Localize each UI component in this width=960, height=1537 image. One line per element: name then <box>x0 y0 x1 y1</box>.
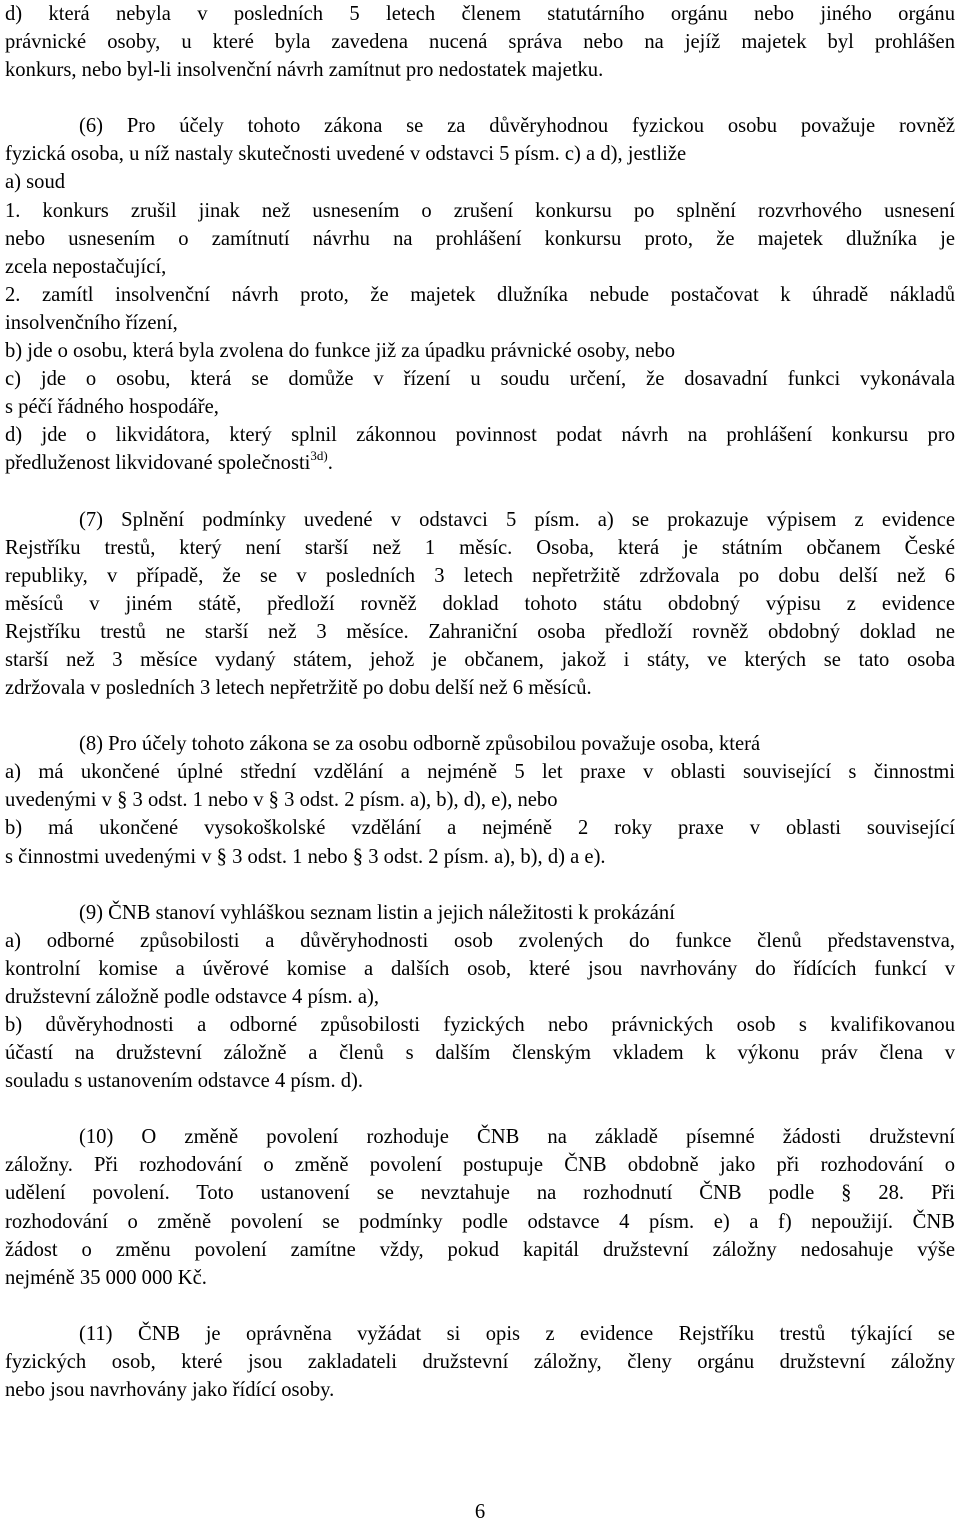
text-line: záložny. Při rozhodování o změně povolení postupuje ČNB obdobně jako při rozhodování o <box>5 1154 955 1177</box>
text-line: b) má ukončené vysokoškolské vzdělání a nejméně 2 roky praxe v oblasti související <box>5 817 955 840</box>
text-line: insolvenčního řízení, <box>5 311 178 334</box>
text-line: konkurs, nebo byl-li insolvenční návrh zamítnut pro nedostatek majetku. <box>5 59 604 82</box>
text-line: fyzických osob, které jsou zakladateli družstevní záložny, členy orgánu družstevní záložny <box>5 1350 955 1373</box>
text-line: (7) Splnění podmínky uvedené v odstavci 5 písm. a) se prokazuje výpisem z evidence <box>79 508 955 531</box>
text-line: s činnostmi uvedenými v § 3 odst. 1 nebo § 3 odst. 2 písm. a), b), d) a e). <box>5 845 606 868</box>
text-line: nejméně 35 000 000 Kč. <box>5 1266 207 1289</box>
text-line: žádost o změnu povolení zamítne vždy, pokud kapitál družstevní záložny nedosahuje výše <box>5 1238 955 1261</box>
page-number: 6 <box>474 1501 486 1523</box>
end-punctuation: . <box>327 452 333 475</box>
text-line: b) jde o osobu, která byla zvolena do funkce již za úpadku právnické osoby, nebo <box>5 340 676 363</box>
text-line: b) důvěryhodnosti a odborné způsobilosti fyzických nebo právnických osob s kvalifikovanou <box>5 1014 955 1036</box>
text-line: nebo jsou navrhovány jako řídící osoby. <box>5 1379 335 1402</box>
text-line: d) která nebyla v posledních 5 letech členem statutárního orgánu nebo jiného orgánu <box>5 3 955 25</box>
text-line: (11) ČNB je oprávněna vyžádat si opis z evidence Rejstříku trestů týkající se <box>79 1322 955 1345</box>
footnote-reference: 3d) <box>310 448 328 464</box>
text-line: souladu s ustanovením odstavce 4 písm. d). <box>5 1070 364 1093</box>
paragraph-11 <box>5 1320 955 1404</box>
text-line: uvedenými v § 3 odst. 1 nebo v § 3 odst. 2 písm. a), b), d), e), nebo <box>5 789 558 812</box>
text-line: a) má ukončené úplné střední vzdělání a nejméně 5 let praxe v oblasti související s činnostmi <box>5 761 955 784</box>
text-line: rozhodování o změně povolení se podmínky podle odstavce 4 písm. e) a f) nepoužijí. ČNB <box>5 1210 955 1233</box>
text-line: zdržovala v posledních 3 letech nepřetržitě po dobu delší než 6 měsíců. <box>5 677 592 700</box>
text-line: právnické osoby, u které byla zavedena nucená správa nebo na jejíž majetek byl prohlášen <box>5 31 955 54</box>
text-line: udělení povolení. Toto ustanovení se nevztahuje na rozhodnutí ČNB podle § 28. Při <box>5 1182 955 1205</box>
text-line: měsíců v jiném státě, předloží rovněž doklad tohoto státu obdobný výpisu z evidence <box>5 592 955 615</box>
text-line: družstevní záložně podle odstavce 4 písm. a), <box>5 985 379 1008</box>
text-line: účastí na družstevní záložně a členů s dalším členským vkladem k výkonu práv člena v <box>5 1042 955 1065</box>
text-segment: předluženost likvidované společnosti <box>5 452 311 475</box>
text-line: 2. zamítl insolvenční návrh proto, že majetek dlužníka nebude postačovat k úhradě nákladů <box>5 283 955 306</box>
paragraph-5d-continuation <box>5 0 955 84</box>
paragraph-9 <box>5 899 955 1096</box>
text-line: d) jde o likvidátora, který splnil zákonnou povinnost podat návrh na prohlášení konkursu pro <box>5 424 955 447</box>
text-line: a) soud <box>5 171 66 194</box>
text-line: nebo usnesením o zamítnutí návrhu na prohlášení konkursu proto, že majetek dlužníka je <box>5 227 955 250</box>
text-line: (6) Pro účely tohoto zákona se za důvěryhodnou fyzickou osobu považuje rovněž <box>79 115 955 138</box>
paragraph-7 <box>5 506 955 703</box>
text-line: (9) ČNB stanoví vyhláškou seznam listin a jejich náležitosti k prokázání <box>79 901 675 924</box>
text-line: Rejstříku trestů ne starší než 3 měsíce. Zahraniční osoba předloží rovněž obdobný doklad ne <box>5 620 955 643</box>
text-line: a) odborné způsobilosti a důvěryhodnosti osob zvolených do funkce členů představenstva, <box>5 929 955 952</box>
paragraph-8 <box>5 730 955 870</box>
text-line: starší než 3 měsíce vydaný státem, jehož je občanem, jakož i státy, ve kterých se tato osoba <box>5 648 955 671</box>
text-line: kontrolní komise a úvěrové komise a dalších osob, které jsou navrhovány do řídících funkcí v <box>5 957 955 980</box>
text-line-with-footnote <box>5 449 955 477</box>
paragraph-6 <box>5 112 955 477</box>
text-line: Rejstříku trestů, který není starší než 1 měsíc. Osoba, která je státním občanem České <box>5 536 955 559</box>
paragraph-10 <box>5 1123 955 1292</box>
text-line: (8) Pro účely tohoto zákona se za osobu odborně způsobilou považuje osoba, která <box>79 733 761 756</box>
text-line: (10) O změně povolení rozhoduje ČNB na základě písemné žádosti družstevní <box>79 1126 955 1149</box>
text-line: republiky, v případě, že se v posledních 3 letech nepřetržitě zdržovala po dobu delší než 6 <box>5 564 955 587</box>
text-line: fyzická osoba, u níž nastaly skutečnosti uvedené v odstavci 5 písm. c) a d), jestliže <box>5 143 687 166</box>
text-line: s péčí řádného hospodáře, <box>5 396 219 419</box>
text-line: c) jde o osobu, která se domůže v řízení u soudu určení, že dosavadní funkci vykonávala <box>5 368 955 391</box>
text-line: 1. konkurs zrušil jinak než usnesením o zrušení konkursu po splnění rozvrhového usnesení <box>5 199 955 222</box>
text-line: zcela nepostačující, <box>5 255 167 278</box>
